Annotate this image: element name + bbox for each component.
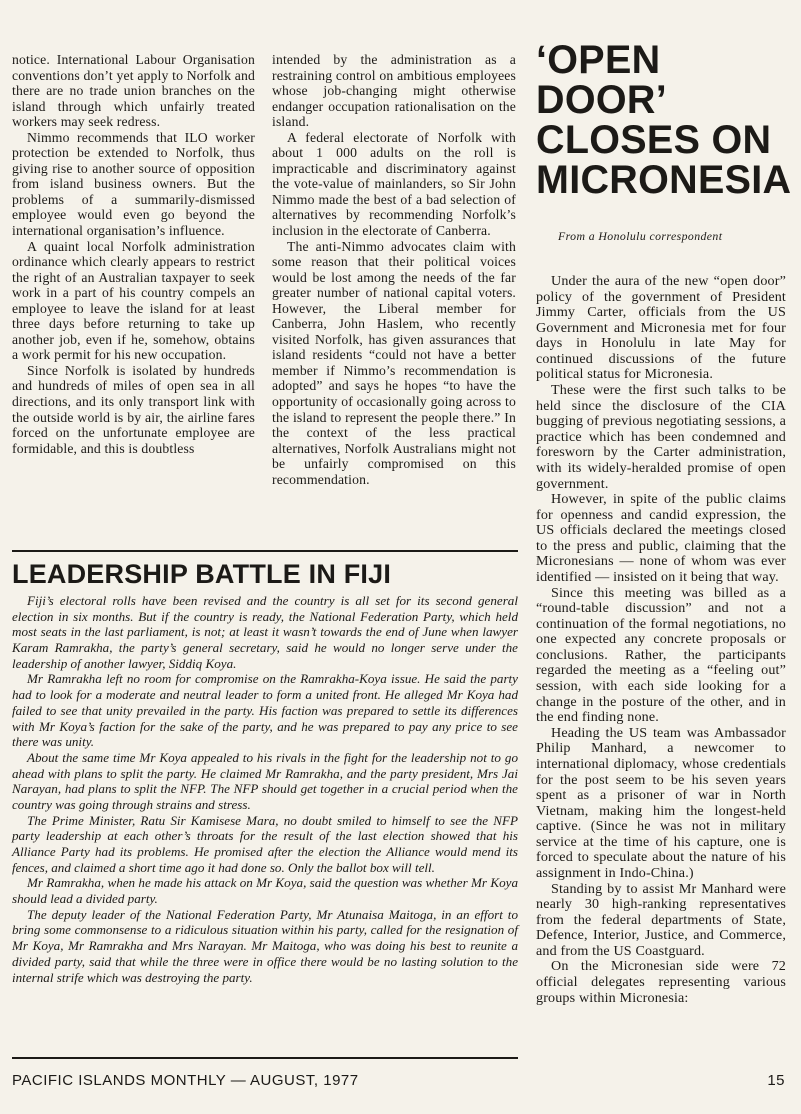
norfolk-column-2 [272, 52, 516, 487]
norfolk-paragraph: A quaint local Norfolk administration ordinance which clearly appears to restrict the right of an Australian taxpayer to seek work in a part of his country compels an employee to leave the island for at least three days before returning to take up another job, even if he, somehow, obtains a work permit for his new occupation. [12, 238, 255, 363]
norfolk-paragraph: Nimmo recommends that ILO worker protection be extended to Norfolk, thus giving rise to another source of opposition from island business owners. But the problems of a summarily-dismissed employee would even go beyond the international organisation’s influence. [12, 129, 255, 239]
fiji-paragraph: Mr Ramrakha left no room for compromise on the Ramrakha-Koya issue. He said the party had to look for a moderate and neutral leader to form a united front. He alleged Mr Koya had failed to see that unity prevailed in the party. His faction was prepared to settle its differences with Mr Koya’s faction for the sake of the party, and he was prepared to pay any price to see there was unity. [12, 671, 518, 750]
fiji-body [12, 593, 518, 985]
micronesia-paragraph: Under the aura of the new “open door” policy of the government of President Jimmy Carter, officials from the US Government and Micronesia met for four days in Honolulu in late May for continued discussions of the future political status for Micronesia. [536, 273, 786, 383]
fiji-bottom-rule [12, 1057, 518, 1059]
micronesia-story [536, 38, 792, 1006]
headline-line: CLOSES ON [536, 118, 772, 162]
fiji-top-rule [12, 550, 518, 552]
norfolk-paragraph: intended by the administration as a restraining control on ambitious employees whose job-changing might otherwise endanger occupation rationalisation on the island. [272, 52, 516, 130]
fiji-paragraph: Fiji’s electoral rolls have been revised and the country is all set for its second general election in six months. But if the country is ready, the National Federation Party, which held most seats in the last parliament, is not; at least it wasn’t towards the end of June when lawyer Karam Ramrakha, the party’s general secretary, said he would no longer serve under the leadership of another lawyer, Siddiq Koya. [12, 593, 518, 671]
norfolk-paragraph: notice. International Labour Organisation conventions don’t yet apply to Norfolk and there are no trade union branches on the island through which unfairly treated workers may seek redress. [12, 52, 255, 130]
headline-line: ‘OPEN DOOR’ [536, 38, 667, 122]
norfolk-paragraph: Since Norfolk is isolated by hundreds and hundreds of miles of open sea in all directions, and its only transport link with the outside world is by air, the airline fares forced on the unfortunate employee are formidable, and this is doubtless [12, 362, 255, 456]
micronesia-paragraph: However, in spite of the public claims for openness and candid expression, the US officials declared the meetings closed to the press and public, claiming that the Micronesians — none of whom was ever identified — insisted on it being that way. [536, 491, 786, 585]
micronesia-paragraph: Standing by to assist Mr Manhard were nearly 30 high-ranking representatives from the federal departments of State, Defence, Interior, Justice, and Commerce, and from the US Coastguard. [536, 880, 786, 959]
norfolk-column-1 [12, 52, 255, 456]
fiji-story [12, 553, 518, 985]
page-number: 15 [767, 1072, 785, 1089]
micronesia-paragraph: These were the first such talks to be held since the disclosure of the CIA bugging of previous negotiating sessions, a practice which has been condemned and foresworn by the Carter administration, with its widely-heralded promise of open government. [536, 382, 786, 492]
fiji-paragraph: The Prime Minister, Ratu Sir Kamisese Mara, no doubt smiled to himself to see the NFP party leadership at each other’s throats for the result of the last election showed that his Alliance Party had its problems. He promised after the election the Alliance would mend its fences, and claimed a short time ago it had done so. Only the ballot box will tell. [12, 812, 518, 875]
headline-line: MICRONESIA [536, 158, 792, 202]
fiji-paragraph: The deputy leader of the National Federation Party, Mr Atunaisa Maitoga, in an effort to bring some commonsense to a ridiculous situation within his party, called for the resignation of Mr Koya, Mr Ramrakha and Mrs Narayan. Mr Maitoga, who was doing his best to reunite a divided party, said that while the three were in office there would be no lasting solution to the internal strife which was destroying the party. [12, 906, 518, 985]
publication-footer: PACIFIC ISLANDS MONTHLY — AUGUST, 1977 [12, 1072, 359, 1089]
fiji-paragraph: Mr Ramrakha, when he made his attack on Mr Koya, said the question was whether Mr Koya should lead a divided party. [12, 875, 518, 907]
micronesia-paragraph: On the Micronesian side were 72 official delegates representing various groups within Micronesia: [536, 958, 786, 1006]
micronesia-body [536, 274, 786, 1006]
micronesia-paragraph: Heading the US team was Ambassador Philip Manhard, a newcomer to international diplomacy, whose credentials for the post seem to be his seven years spent as a prisoner of war in North Vietnam, making him the longest-held captive. (Since he was not in military service at the time of his capture, one is forced to speculate about the nature of his assignment in Indo-China.) [536, 724, 786, 881]
fiji-headline: LEADERSHIP BATTLE IN FIJI [12, 559, 392, 589]
fiji-paragraph: About the same time Mr Koya appealed to his rivals in the fight for the leadership not to go ahead with plans to split the party. He claimed Mr Ramrakha, and the party president, Mrs Jai Narayan, had plans to split the NFP. The NFP should get together in a crucial period when the country was going through strains and stress. [12, 749, 518, 812]
norfolk-paragraph: The anti-Nimmo advocates claim with some reason that their political voices would be lost among the needs of the far greater number of national capital voters. However, the Liberal member for Canberra, John Haslem, who recently visited Norfolk, has given assurances that island residents “could not have a better member if Nimmo’s recommendation is adopted” and says he hopes “to have the opportunity of occasionally going across to the island to represent the people there.” In the context of the less practical alternatives, Norfolk Australians might not be unfairly compromised on this recommendation. [272, 238, 516, 487]
norfolk-paragraph: A federal electorate of Norfolk with about 1 000 adults on the roll is impracticable and discriminatory against the vote-value of mainlanders, so Sir John Nimmo made the best of a bad selection of alternatives by recommending Norfolk’s inclusion in the electorate of Canberra. [272, 129, 516, 239]
micronesia-headline [536, 38, 792, 202]
micronesia-paragraph: Since this meeting was billed as a “round-table discussion” and not a continuation of the formal negotiations, no one expected any concrete proposals or conclusions. Rather, the participants regarded the meeting as a “feeling out” session, with each side looking for a change in the posture of the other, and in the end finding none. [536, 584, 786, 726]
byline: From a Honolulu correspondent [558, 229, 723, 243]
